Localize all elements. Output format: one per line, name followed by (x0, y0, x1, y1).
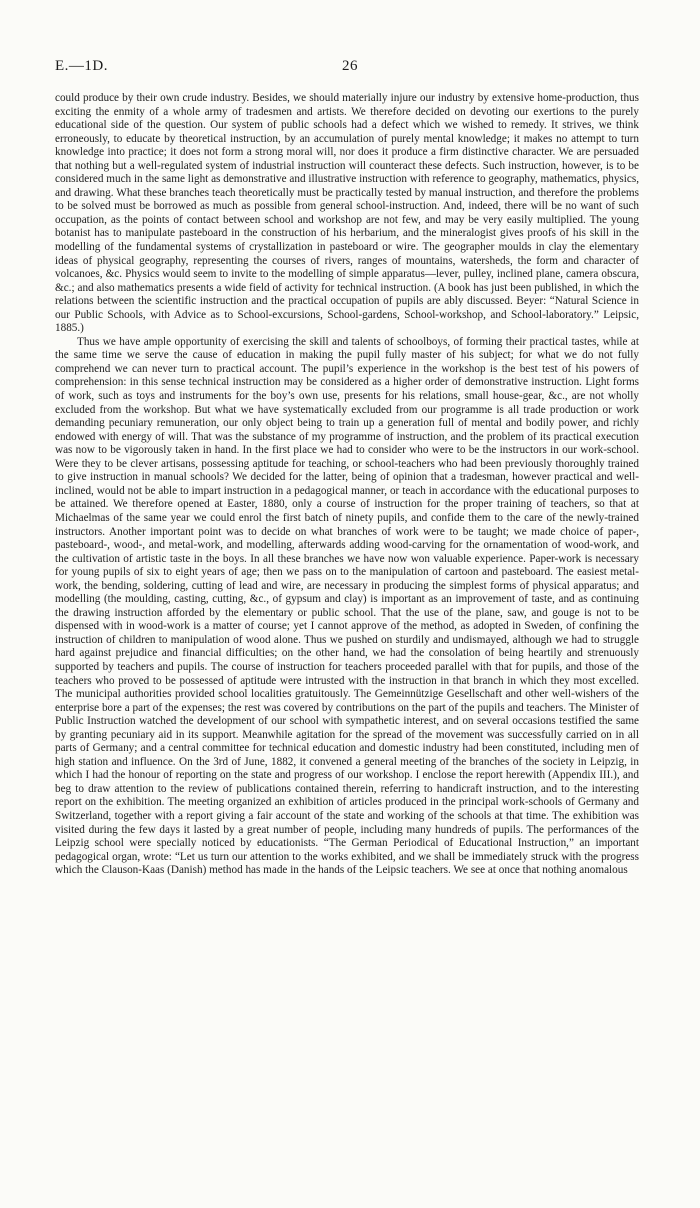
paragraph-2: Thus we have ample opportunity of exercising the skill and talents of schoolboys, of forming their practical tastes, while at the same time we serve the cause of education in making the pupil fully master of his subject; for what we do not fully comprehend we can never turn to practical account. The pupil’s experience in the workshop is the best test of his powers of comprehension: in this sense technical instruction may be considered as a higher order of demonstrative instruction. Light forms of work, such as toys and instruments for the boy’s own use, presents for his relations, small house-gear, &c., are not wholly excluded from the workshop. But what we have systematically excluded from our programme is all trade production or work demanding pecuniary remuneration, our only object being to train up a generation full of mental and bodily power, and richly endowed with energy of will. That was the substance of my programme of instruction, and the problem of its practical execution was now to be vigorously taken in hand. In the first place we had to consider who were to be the instructors in our work-school. Were they to be clever artisans, possessing aptitude for teaching, or school-teachers who had been previously thoroughly trained to give instruction in manual schools? We decided for the latter, being of opinion that a tradesman, however practical and well-inclined, would not be able to impart instruction in a pedagogical manner, or teach in accordance with the educational purposes to be attained. We therefore opened at Easter, 1880, only a course of instruction for the proper training of teachers, so that at Michaelmas of the same year we could enrol the first batch of ninety pupils, and confide them to the care of the newly-trained instructors. Another important point was to decide on what branches of work were to be taught; we made choice of paper-, pasteboard-, wood-, and metal-work, and modelling, afterwards adding wood-carving for the ornamentation of wood-work, and the cultivation of artistic taste in the boys. In all these branches we have now won valuable experience. Paper-work is necessary for young pupils of six to eight years of age; then we pass on to the manipulation of cartoon and pasteboard. The easiest metal-work, the bending, soldering, cutting of lead and wire, are necessary in producing the simplest forms of physical apparatus; and modelling (the moulding, casting, cutting, &c., of gypsum and clay) is important as an improvement of taste, and as continuing the drawing instruction afforded by the elementary or public school. That the use of the plane, saw, and gouge is not to be dispensed with in wood-work is a matter of course; yet I cannot approve of the method, as adopted in Sweden, of confining the instruction of children to manipulation of wood alone. Thus we pushed on sturdily and undismayed, although we had to struggle hard against prejudice and financial difficulties; on the other hand, we had the consolation of being heartily and strenuously supported by teachers and pupils. The course of instruction for teachers proceeded parallel with that for pupils, and those of the teachers who proved to be possessed of aptitude were intrusted with the instruction in that branch in which they most excelled. The municipal authorities provided school localities gratuitously. The Gemeinnützige Gesellschaft and other well-wishers of the enterprise bore a part of the expenses; the rest was covered by contributions on the part of the pupils and teachers. The Minister of Public Instruction watched the development of our school with sympathetic interest, and on several occasions testified the same by granting pecuniary aid in its support. Meanwhile agitation for the spread of the movement was successfully carried on in all parts of Germany; and a central committee for technical education and domestic industry had been constituted, including men of high station and influence. On the 3rd of June, 1882, it convened a general meeting of the branches of the society in Leipzig, in which I had the honour of reporting on the state and progress of our workshop. I enclose the report herewith (Appendix III.), and beg to draw attention to the review of publications contained therein, referring to handicraft instruction, and to the interesting report on the exhibition. The meeting organized an exhibition of articles produced in the principal work-schools of Germany and Switzerland, together with a report giving a fair account of the state and working of the schools at that time. The exhibition was visited during the few days it lasted by a great number of people, including many hundreds of pupils. The performances of the Leipzig school were specially noticed by educationists. “The German Periodical of Educational Instruction,” an important pedagogical organ, wrote: “Let us turn our attention to the works exhibited, and we shall be immediately struck with the progress which the Clauson-Kaas (Danish) method has made in the hands of the Leipsic teachers. We see at once that nothing anomalous (55, 335, 639, 877)
page-number: 26 (342, 58, 358, 74)
paragraph-1: could produce by their own crude industry. Besides, we should materially injure our industry by extensive home-production, thus exciting the enmity of a whole army of tradesmen and artists. We therefore decided on devoting our exertions to the purely educational side of the question. Our system of public schools had a defect which we wished to remedy. It strives, we think erroneously, to educate by theoretical instruction, by an accumulation of purely mental knowledge; it makes no attempt to turn knowledge into practice; it does not form a strong moral will, nor does it produce a firm distinctive character. We are persuaded that nothing but a well-regulated system of industrial instruction will counteract these defects. Such instruction, however, is to be considered much in the same light as demonstrative and illustrative instruction with reference to geography, mathematics, physics, and drawing. What these branches teach theoretically must be practically tested by manual instruction, and therefore the problems to be solved must be borrowed as much as possible from general school-instruction. And, indeed, there will be no want of such occupation, as the points of contact between school and workshop are not few, and may be very easily multiplied. The young botanist has to manipulate pasteboard in the construction of his herbarium, and the mineralogist gives proofs of his skill in the modelling of the fundamental systems of crystallization in pasteboard or wire. The geographer moulds in clay the elementary ideas of physical geography, representing the courses of rivers, ranges of mountains, watersheds, the form and character of volcanoes, &c. Physics would seem to invite to the modelling of simple apparatus—lever, pulley, inclined plane, camera obscura, &c.; and also mathematics presents a wide field of activity for technical instruction. (A book has just been published, in which the relations between the scientific instruction and the practical occupation of pupils are ably discussed. Beyer: “Natural Science in our Public Schools, with Advice as to School-excursions, School-gardens, School-workshop, and School-laboratory.” Leipsic, 1885.) (55, 92, 639, 335)
body-text (55, 92, 639, 878)
section-label: E.—1D. (55, 58, 108, 74)
page-header (55, 58, 645, 80)
